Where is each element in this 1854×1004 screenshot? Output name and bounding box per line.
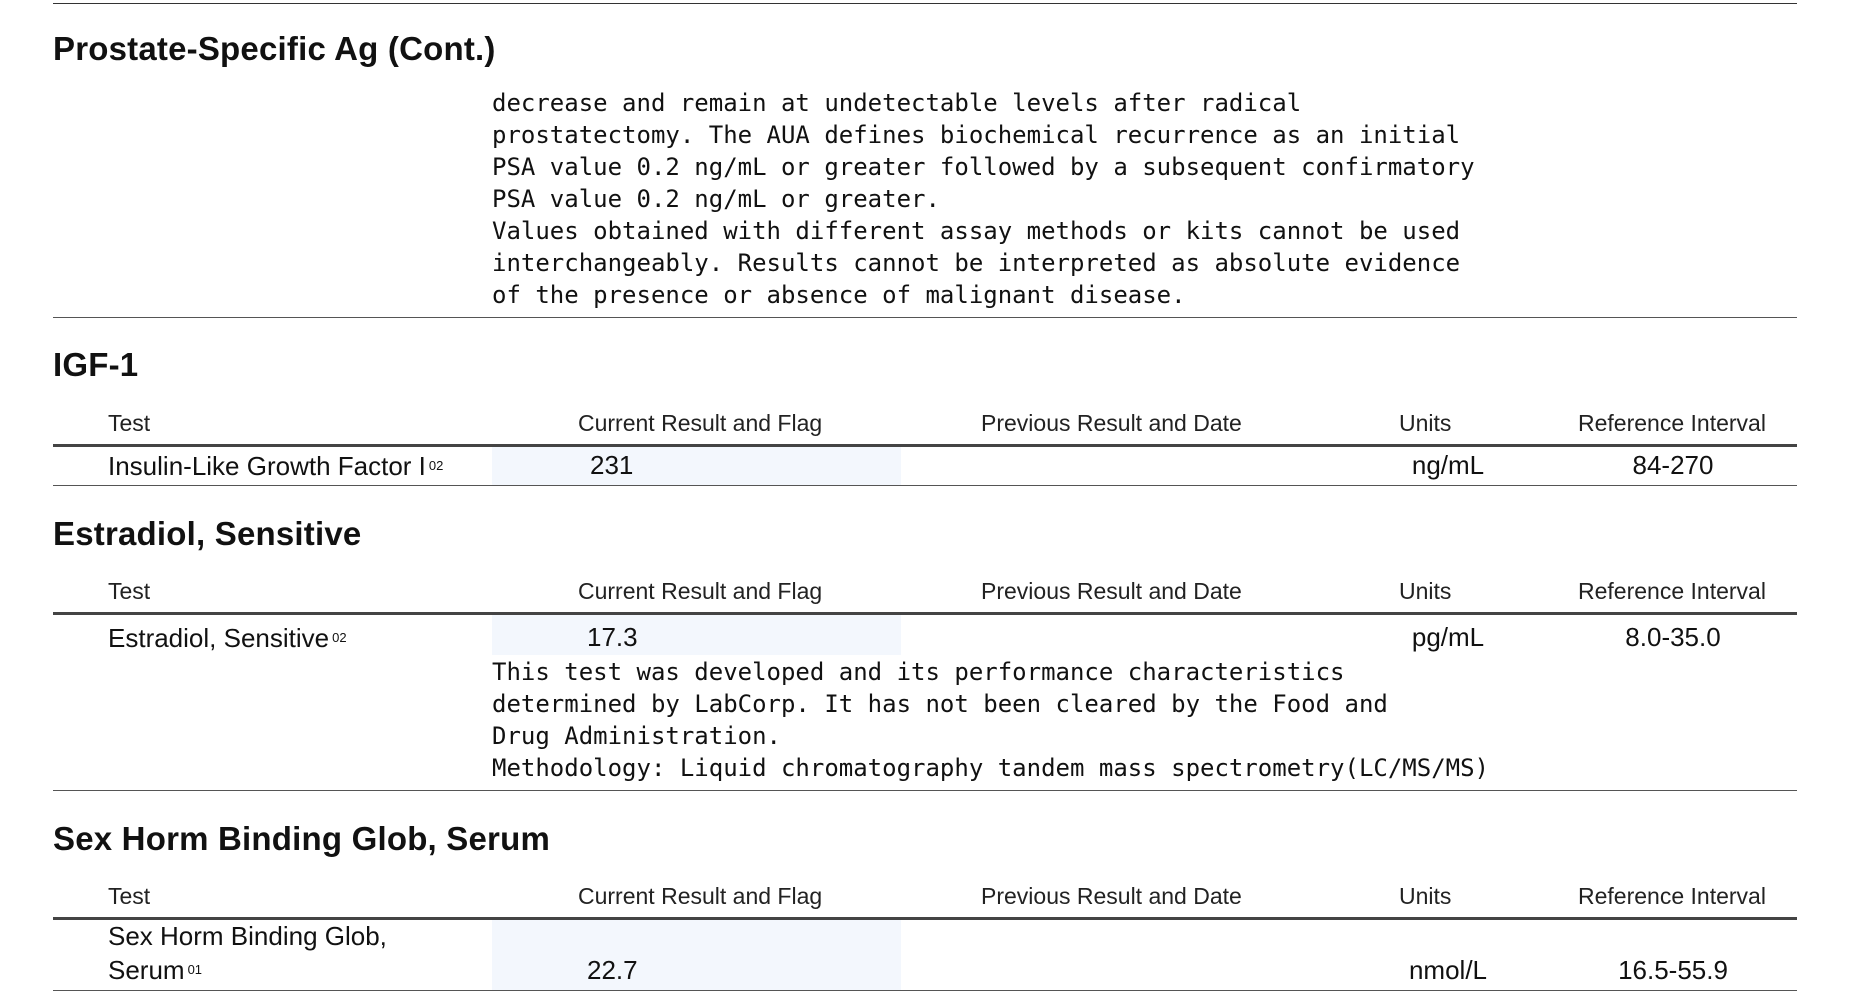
section-title-estradiol: Estradiol, Sensitive bbox=[53, 515, 362, 552]
units-value: pg/mL bbox=[1411, 622, 1485, 652]
column-header-reference-interval: Reference Interval bbox=[1578, 883, 1766, 909]
table-header-rule bbox=[53, 444, 1797, 447]
psa-interpretation-note: decrease and remain at undetectable levels after radical prostatectomy. The AUA defines biochemical recurrence as an initial PSA value 0.2 ng/mL or greater followed by a subsequent confirmatory PSA value 0.2 ng/mL or greater. Values obtained with different assay methods or kits cannot be used interchangeably. Results cannot be interpreted as absolute evidence of the presence or absence of malignant disease. bbox=[492, 89, 1475, 309]
column-header-reference-interval: Reference Interval bbox=[1578, 410, 1766, 436]
section-title-igf1: IGF-1 bbox=[53, 346, 139, 383]
current-result-highlight bbox=[492, 447, 901, 485]
column-header-previous-result: Previous Result and Date bbox=[981, 883, 1242, 909]
table-bottom-rule bbox=[53, 990, 1797, 991]
section-title-shbg: Sex Horm Binding Glob, Serum bbox=[53, 820, 550, 857]
test-name: Estradiol, Sensitive $^{02}$ bbox=[108, 623, 347, 653]
column-header-units: Units bbox=[1399, 578, 1452, 604]
table-bottom-rule bbox=[53, 790, 1797, 791]
section-divider bbox=[53, 317, 1797, 318]
column-header-test: Test bbox=[108, 410, 151, 436]
footnote-marker: 02 bbox=[428, 458, 444, 473]
column-header-reference-interval: Reference Interval bbox=[1578, 578, 1766, 604]
reference-interval-value: 16.5-55.9 bbox=[1618, 955, 1728, 985]
column-header-current-result: Current Result and Flag bbox=[578, 883, 823, 909]
top-divider bbox=[53, 3, 1797, 4]
current-result-highlight bbox=[492, 920, 901, 990]
reference-interval-value: 84-270 bbox=[1632, 450, 1714, 480]
footnote-marker: 02 bbox=[332, 630, 347, 645]
column-header-previous-result: Previous Result and Date bbox=[981, 578, 1242, 604]
column-header-test: Test bbox=[108, 883, 151, 909]
column-header-current-result: Current Result and Flag bbox=[578, 578, 823, 604]
estradiol-methodology-note: This test was developed and its performance characteristics determined by LabCorp. It has not been cleared by the Food and Drug Administration. Methodology: Liquid chromatography tandem mass spectrometry(LC/MS/MS) bbox=[492, 658, 1489, 782]
current-result-highlight bbox=[492, 615, 901, 655]
column-header-units: Units bbox=[1399, 883, 1452, 909]
column-header-current-result: Current Result and Flag bbox=[578, 410, 823, 436]
current-result-value: 22.7 bbox=[587, 955, 638, 985]
reference-interval-value: 8.0-35.0 bbox=[1625, 622, 1721, 652]
section-title-psa: Prostate-Specific Ag (Cont.) bbox=[53, 30, 496, 67]
column-header-previous-result: Previous Result and Date bbox=[981, 410, 1242, 436]
current-result-value: 17.3 bbox=[587, 622, 638, 652]
table-header-rule bbox=[53, 612, 1797, 615]
table-bottom-rule bbox=[53, 485, 1797, 486]
footnote-marker: 01 bbox=[187, 962, 203, 977]
column-header-units: Units bbox=[1399, 410, 1452, 436]
units-value: nmol/L bbox=[1408, 955, 1488, 985]
column-header-test: Test bbox=[108, 578, 151, 604]
test-name: Insulin-Like Growth Factor I $^{02}$ bbox=[108, 451, 444, 481]
current-result-value: 231 bbox=[590, 450, 634, 480]
units-value: ng/mL bbox=[1411, 450, 1485, 480]
test-name-line-2: Serum $^{01}$ bbox=[108, 955, 203, 985]
test-name-line-1: Sex Horm Binding Glob, bbox=[108, 921, 387, 951]
